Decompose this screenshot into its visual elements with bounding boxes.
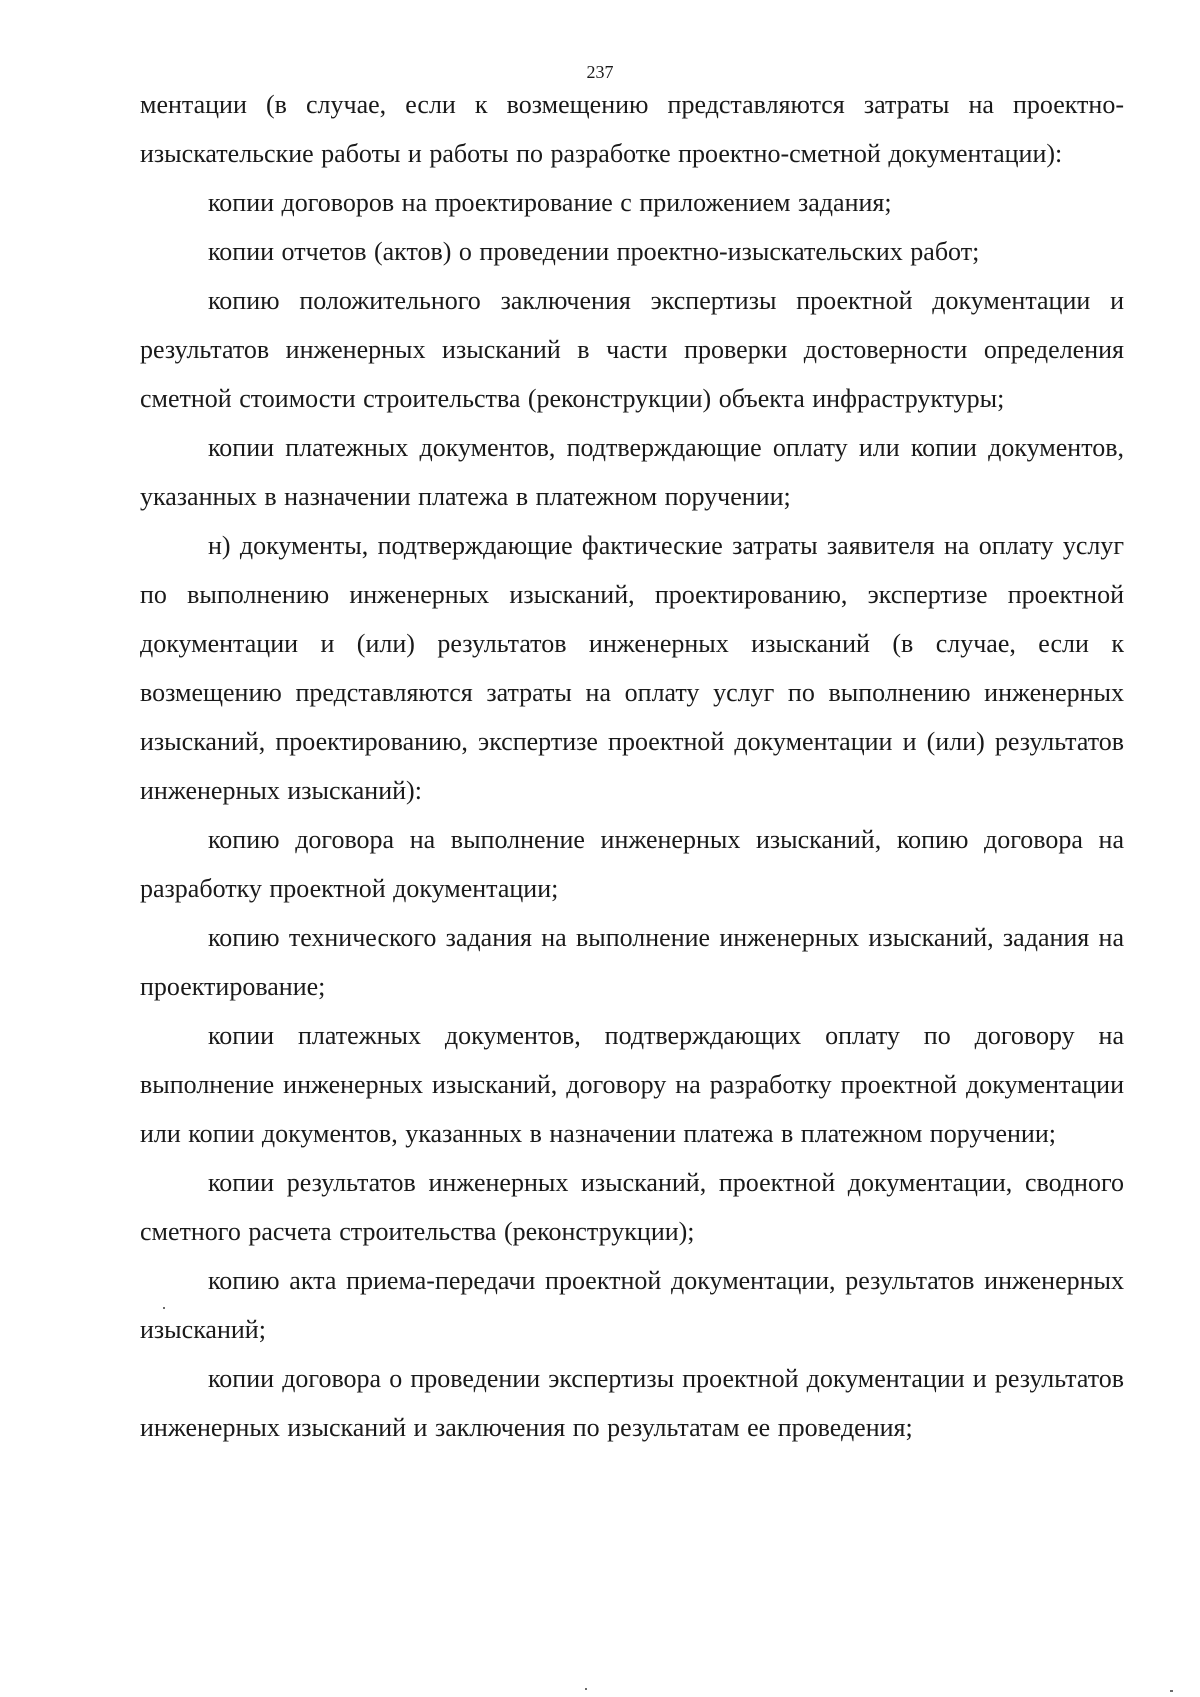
paragraph: н) документы, подтверждающие фактические затраты заявителя на оплату услуг по выполнению инженерных изысканий, проектированию, экспертизе проектной документации и (или) результатов инженерных изысканий (в случае, если к возмещению представляются затраты на оплату услуг по выполнению инженерных изысканий, проектированию, экспертизе проектной документации и (или) результатов инженерных изысканий): <box>140 531 1124 805</box>
paragraph: копии платежных документов, подтверждающих оплату по договору на выполнение инженерных изысканий, договору на разработку проектной документации или копии документов, указанных в назначении платежа в платежном поручении; <box>140 1021 1124 1148</box>
scan-speck <box>1170 1690 1173 1692</box>
paragraph: копию договора на выполнение инженерных изысканий, копию договора на разработку проектной документации; <box>140 825 1124 903</box>
scan-speck <box>585 1688 587 1690</box>
page-number: 237 <box>586 62 614 82</box>
paragraph: копию акта приема-передачи проектной документации, результатов инженерных изысканий; <box>140 1266 1124 1344</box>
paragraph: копию положительного заключения экспертизы проектной документации и результатов инженерных изысканий в части проверки достоверности определения сметной стоимости строительства (реконструкции) объекта инфраструктуры; <box>140 286 1124 413</box>
paragraph: копии отчетов (актов) о проведении проектно-изыскательских работ; <box>208 237 980 266</box>
paragraph: копии платежных документов, подтверждающие оплату или копии документов, указанных в назначении платежа в платежном поручении; <box>140 433 1124 511</box>
paragraph: ментации (в случае, если к возмещению представляются затраты на проектно-изыскательские работы и работы по разработке проектно-сметной документации): <box>140 90 1124 168</box>
document-body <box>140 80 1124 1452</box>
scan-speck <box>163 1307 165 1309</box>
paragraph: копию технического задания на выполнение инженерных изысканий, задания на проектирование; <box>140 923 1124 1001</box>
paragraph: копии договоров на проектирование с приложением задания; <box>208 188 892 217</box>
paragraph: копии договора о проведении экспертизы проектной документации и результатов инженерных изысканий и заключения по результатам ее проведения; <box>140 1364 1124 1442</box>
paragraph: копии результатов инженерных изысканий, проектной документации, сводного сметного расчета строительства (реконструкции); <box>140 1168 1124 1246</box>
